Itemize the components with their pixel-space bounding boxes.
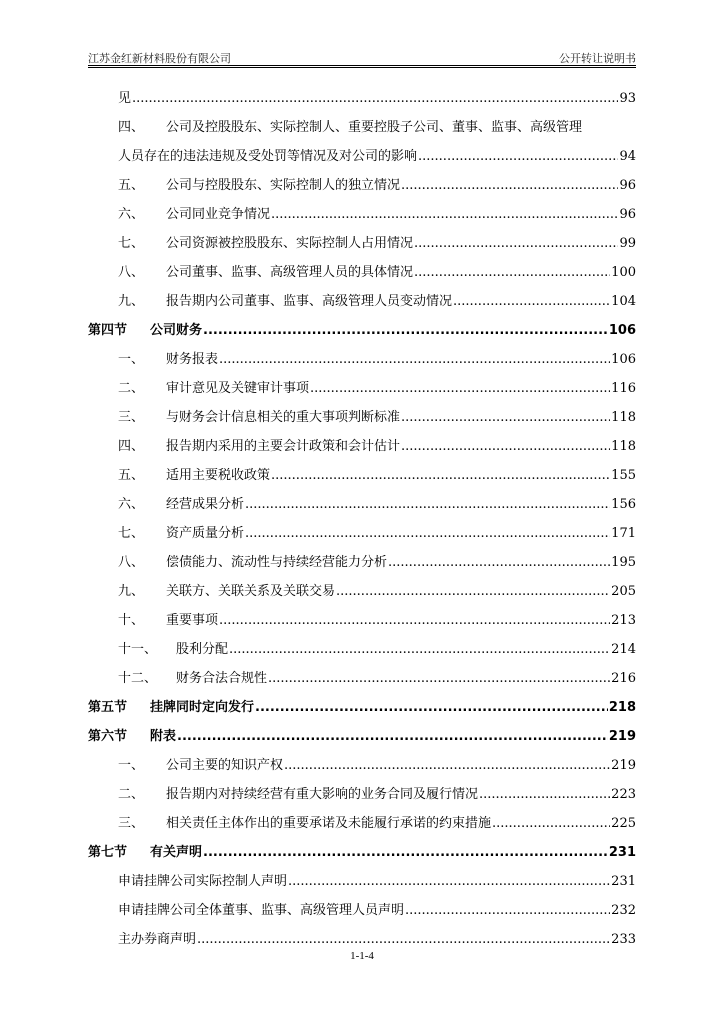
toc-entry-number: 四、 (118, 120, 145, 135)
toc-entry-title: 资产质量分析 (166, 526, 245, 541)
toc-entry-title: 公司资源被控股股东、实际控制人占用情况 (166, 236, 414, 251)
toc-entry[interactable] (88, 722, 636, 751)
toc-entry-page: 106 (608, 323, 636, 338)
toc-entry-page: 231 (611, 874, 636, 889)
toc-entry[interactable] (88, 432, 636, 461)
toc-entry-page: 96 (619, 178, 636, 193)
toc-entry-title: 人员存在的违法违规及受处罚等情况及对公司的影响 (118, 149, 418, 164)
toc-leader-dots (271, 461, 610, 490)
toc-entry-title: 适用主要税收政策 (166, 468, 271, 483)
toc-entry-title: 与财务会计信息相关的重大事项判断标准 (166, 410, 401, 425)
toc-entry-number: 三、 (118, 816, 145, 831)
toc-leader-dots (310, 374, 610, 403)
toc-leader-dots (453, 287, 610, 316)
toc-entry-title: 重要事项 (166, 613, 219, 628)
toc-leader-dots (388, 548, 610, 577)
toc-entry-title: 主办券商声明 (118, 932, 197, 947)
toc-entry-page: 155 (611, 468, 636, 483)
toc-entry-number: 一、 (118, 758, 145, 773)
toc-entry[interactable] (88, 635, 636, 664)
toc-entry-title: 关联方、关联关系及关联交易 (166, 584, 336, 599)
toc-entry-title: 报告期内采用的主要会计政策和会计估计 (166, 439, 401, 454)
toc-entry-title: 挂牌同时定向发行 (150, 700, 255, 715)
toc-entry-page: 118 (611, 410, 636, 425)
toc-entry-title: 偿债能力、流动性与持续经营能力分析 (166, 555, 388, 570)
toc-entry-number: 十、 (118, 613, 145, 628)
toc-entry-title: 公司与控股股东、实际控制人的独立情况 (166, 178, 401, 193)
toc-leader-dots (414, 229, 618, 258)
toc-entry[interactable] (88, 258, 636, 287)
toc-leader-dots (219, 606, 610, 635)
toc-entry-page: 96 (619, 207, 636, 222)
toc-leader-dots (284, 751, 610, 780)
toc-entry-number: 六、 (118, 497, 145, 512)
page-header (88, 50, 636, 66)
toc-entry-title: 申请挂牌公司实际控制人声明 (118, 874, 288, 889)
toc-entry-page: 213 (611, 613, 636, 628)
toc-entry[interactable] (88, 200, 636, 229)
toc-leader-dots (132, 84, 618, 113)
toc-leader-dots (405, 896, 610, 925)
toc-leader-dots (414, 258, 610, 287)
toc-leader-dots (418, 142, 618, 171)
toc-entry-title: 报告期内公司董事、监事、高级管理人员变动情况 (166, 294, 453, 309)
toc-entry[interactable] (88, 577, 636, 606)
toc-entry-number: 十一、 (118, 642, 158, 657)
toc-entry-page: 219 (608, 729, 636, 744)
company-name: 江苏金红新材料股份有限公司 (88, 52, 231, 65)
toc-entry-title: 报告期内对持续经营有重大影响的业务合同及履行情况 (166, 787, 479, 802)
toc-entry-number: 第五节 (88, 700, 128, 715)
toc-entry-title: 相关责任主体作出的重要承诺及未能履行承诺的约束措施 (166, 816, 492, 831)
toc-entry-page: 218 (608, 700, 636, 715)
toc-entry[interactable] (88, 171, 636, 200)
toc-entry-number: 二、 (118, 787, 145, 802)
toc-entry[interactable] (88, 548, 636, 577)
toc-entry-title: 公司及控股股东、实际控制人、重要控股子公司、董事、监事、高级管理 (166, 120, 583, 135)
toc-entry[interactable] (88, 113, 636, 142)
page-footer (0, 950, 724, 962)
toc-entry[interactable] (88, 606, 636, 635)
toc-entry[interactable] (88, 519, 636, 548)
toc-entry-page: 118 (611, 439, 636, 454)
toc-entry-page: 205 (611, 584, 636, 599)
header-rule-double (88, 67, 636, 68)
toc-entry-number: 第六节 (88, 729, 128, 744)
toc-entry[interactable] (88, 780, 636, 809)
toc-entry-title: 经营成果分析 (166, 497, 245, 512)
toc-entry-number: 第七节 (88, 845, 128, 860)
toc-entry-page: 106 (611, 352, 636, 367)
toc-entry-page: 216 (611, 671, 636, 686)
toc-entry-number: 七、 (118, 526, 145, 541)
toc-entry-title: 见 (118, 91, 132, 106)
toc-entry-page: 223 (611, 787, 636, 802)
toc-entry-number: 第四节 (88, 323, 128, 338)
toc-entry-title: 公司董事、监事、高级管理人员的具体情况 (166, 265, 414, 280)
toc-leader-dots (479, 780, 610, 809)
toc-entry-title: 公司财务 (150, 323, 203, 338)
toc-entry-title: 财务合法合规性 (176, 671, 268, 686)
toc-entry[interactable] (88, 867, 636, 896)
toc-leader-dots (219, 345, 610, 374)
toc-entry-title: 公司同业竞争情况 (166, 207, 271, 222)
page-number: 1-1-4 (350, 950, 374, 962)
toc-entry-page: 219 (611, 758, 636, 773)
toc-leader-dots (288, 867, 610, 896)
toc-entry-title: 有关声明 (150, 845, 203, 860)
toc-entry-page: 93 (619, 91, 636, 106)
toc-entry-page: 195 (611, 555, 636, 570)
toc-entry[interactable] (88, 664, 636, 693)
toc-leader-dots (203, 838, 608, 867)
toc-entry[interactable] (88, 345, 636, 374)
toc-entry-title: 申请挂牌公司全体董事、监事、高级管理人员声明 (118, 903, 405, 918)
toc-entry-page: 116 (611, 381, 636, 396)
toc-leader-dots (401, 171, 618, 200)
toc-entry-number: 七、 (118, 236, 145, 251)
toc-entry-page: 156 (611, 497, 636, 512)
toc-leader-dots (203, 316, 608, 345)
toc-entry-page: 171 (611, 526, 636, 541)
toc-entry-number: 九、 (118, 294, 145, 309)
toc-entry[interactable] (88, 751, 636, 780)
toc-entry[interactable] (88, 896, 636, 925)
toc-entry-title: 附表 (150, 729, 177, 744)
toc-entry[interactable] (88, 316, 636, 345)
toc-leader-dots (255, 693, 608, 722)
toc-entry[interactable] (88, 809, 636, 838)
toc-entry-number: 三、 (118, 410, 145, 425)
toc-entry[interactable] (88, 229, 636, 258)
toc-entry[interactable] (88, 142, 636, 171)
toc-entry[interactable] (88, 461, 636, 490)
toc-entry-number: 九、 (118, 584, 145, 599)
table-of-contents (88, 84, 636, 954)
toc-entry-title: 审计意见及关键审计事项 (166, 381, 310, 396)
toc-entry-page: 232 (611, 903, 636, 918)
toc-entry-title: 股利分配 (176, 642, 229, 657)
toc-leader-dots (271, 200, 618, 229)
toc-entry-page: 233 (611, 932, 636, 947)
toc-entry-number: 四、 (118, 439, 145, 454)
toc-entry-number: 六、 (118, 207, 145, 222)
toc-entry-page: 100 (611, 265, 636, 280)
toc-entry-page: 231 (608, 845, 636, 860)
toc-entry-number: 五、 (118, 178, 145, 193)
toc-leader-dots (336, 577, 610, 606)
toc-entry-title: 公司主要的知识产权 (166, 758, 284, 773)
toc-leader-dots (245, 519, 610, 548)
toc-entry-page: 104 (611, 294, 636, 309)
document-title: 公开转让说明书 (559, 52, 636, 65)
toc-leader-dots (229, 635, 610, 664)
toc-leader-dots (492, 809, 610, 838)
toc-entry-number: 八、 (118, 555, 145, 570)
toc-entry-number: 一、 (118, 352, 145, 367)
toc-entry-page: 99 (619, 236, 636, 251)
toc-entry-number: 二、 (118, 381, 145, 396)
toc-entry[interactable] (88, 403, 636, 432)
toc-entry[interactable] (88, 490, 636, 519)
toc-entry-page: 94 (619, 149, 636, 164)
toc-leader-dots (268, 664, 610, 693)
toc-entry[interactable] (88, 693, 636, 722)
toc-entry-number: 十二、 (118, 671, 158, 686)
header-rule (88, 65, 636, 66)
toc-entry[interactable] (88, 838, 636, 867)
toc-leader-dots (245, 490, 610, 519)
toc-entry-number: 八、 (118, 265, 145, 280)
toc-leader-dots (177, 722, 608, 751)
toc-entry-page: 225 (611, 816, 636, 831)
toc-leader-dots (401, 403, 610, 432)
toc-entry[interactable] (88, 374, 636, 403)
toc-entry-page: 214 (611, 642, 636, 657)
toc-entry-number: 五、 (118, 468, 145, 483)
toc-entry[interactable] (88, 287, 636, 316)
toc-entry[interactable] (88, 84, 636, 113)
toc-entry-title: 财务报表 (166, 352, 219, 367)
toc-leader-dots (401, 432, 610, 461)
